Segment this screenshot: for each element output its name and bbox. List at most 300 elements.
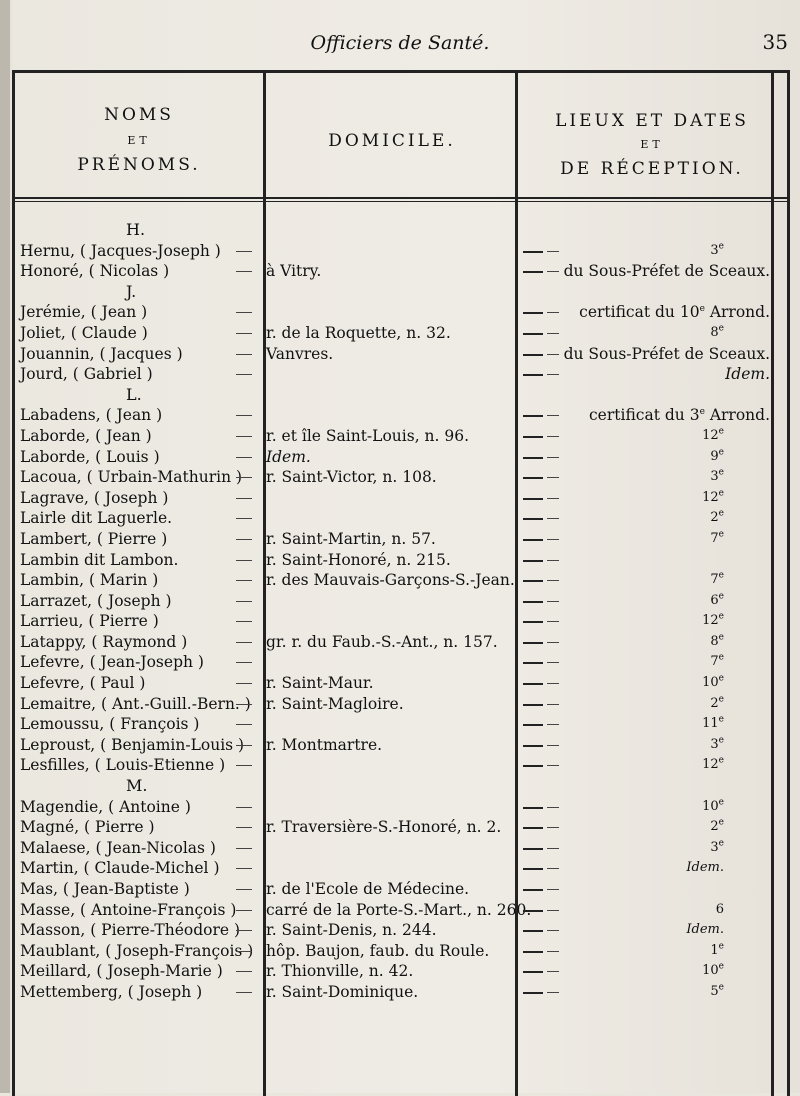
register-entry	[12, 529, 784, 550]
entry-domicile: r. et île Saint-Louis, n. 96.	[266, 426, 470, 445]
leader-dash	[547, 724, 559, 725]
leader-dash	[523, 745, 543, 747]
leader-dash	[523, 951, 543, 953]
entry-reception	[710, 447, 724, 467]
section-heading	[12, 776, 784, 797]
entry-reception	[710, 467, 724, 487]
entry-name: Laborde, ( Louis )	[20, 447, 160, 466]
ordinal-suffix: e	[718, 241, 724, 252]
entry-domicile: r. Saint-Martin, n. 57.	[266, 529, 436, 548]
register-entry	[12, 961, 784, 982]
entry-name: Martin, ( Claude-Michel )	[20, 859, 220, 878]
section-letter: L.	[126, 384, 142, 404]
entry-name: Maublant, ( Joseph-François )	[20, 941, 254, 960]
entry-domicile: gr. r. du Faub.-S.-Ant., n. 157.	[266, 632, 498, 651]
ordinal-suffix: e	[718, 488, 724, 499]
ordinal-suffix: e	[718, 447, 724, 458]
entry-name: Larrazet, ( Joseph )	[20, 591, 172, 610]
leader-dash	[236, 910, 252, 911]
reception-value: 8	[710, 633, 719, 649]
leader-dash	[547, 868, 559, 869]
register-entry	[12, 344, 784, 365]
entry-reception	[725, 364, 770, 384]
leader-dash	[523, 518, 543, 520]
entry-name: Magendie, ( Antoine )	[20, 797, 191, 816]
entry-name: Lairle dit Laguerle.	[20, 509, 173, 528]
reception-value: 8	[710, 324, 719, 340]
leader-dash	[236, 457, 252, 458]
entry-reception	[710, 632, 724, 652]
entry-name: Meillard, ( Joseph-Marie )	[20, 962, 223, 981]
leader-dash	[547, 642, 559, 643]
leader-dash	[547, 745, 559, 746]
entry-name: Leproust, ( Benjamin-Louis )	[20, 735, 245, 754]
header-rule-thin	[15, 201, 787, 202]
leader-dash	[547, 910, 559, 911]
leader-dash	[523, 457, 543, 459]
ordinal-suffix: e	[718, 673, 724, 684]
entry-name: Jouannin, ( Jacques )	[20, 344, 183, 363]
leader-dash	[236, 498, 252, 499]
leader-dash	[547, 662, 559, 663]
register-entry	[12, 673, 784, 694]
entry-name: Larrieu, ( Pierre )	[20, 612, 159, 631]
leader-dash	[523, 889, 543, 891]
leader-dash	[547, 333, 559, 334]
leader-dash	[523, 498, 543, 500]
register-entry	[12, 447, 784, 468]
leader-dash	[523, 601, 543, 603]
page-gutter	[0, 0, 10, 1093]
register-entry	[12, 900, 784, 921]
entry-name: Latappy, ( Raymond )	[20, 632, 188, 651]
register-entry	[12, 261, 784, 282]
leader-dash	[547, 848, 559, 849]
ordinal-suffix: e	[718, 694, 724, 705]
leader-dash	[523, 910, 543, 912]
leader-dash	[236, 930, 252, 931]
register-entry	[12, 550, 784, 571]
leader-dash	[236, 745, 252, 746]
entry-reception	[710, 982, 724, 1002]
reception-value: certificat du 10	[579, 303, 700, 322]
leader-dash	[236, 560, 252, 561]
ordinal-suffix: e	[718, 982, 724, 993]
leader-dash	[523, 251, 543, 253]
leader-dash	[523, 621, 543, 623]
register-entry	[12, 488, 784, 509]
leader-dash	[236, 765, 252, 766]
entry-name: Labadens, ( Jean )	[20, 406, 163, 425]
entry-reception	[564, 261, 770, 281]
leader-dash	[547, 930, 559, 931]
ordinal-suffix: e	[718, 508, 724, 519]
entry-name: Mas, ( Jean-Baptiste )	[20, 880, 190, 898]
register-entry	[12, 591, 784, 612]
ordinal-suffix: e	[718, 529, 724, 540]
leader-dash	[236, 724, 252, 725]
entry-reception	[702, 426, 724, 446]
running-title: Officiers de Santé.	[310, 32, 490, 54]
leader-dash	[236, 848, 252, 849]
leader-dash	[523, 374, 543, 376]
reception-value: 5	[710, 983, 719, 999]
leader-dash	[236, 704, 252, 705]
leader-dash	[547, 807, 559, 808]
leader-dash	[523, 971, 543, 973]
ordinal-suffix: e	[718, 838, 724, 849]
leader-dash	[523, 271, 543, 273]
leader-dash	[523, 868, 543, 870]
section-heading	[12, 385, 784, 406]
leader-dash	[547, 601, 559, 602]
leader-dash	[236, 518, 252, 519]
leader-dash	[236, 992, 252, 993]
leader-dash	[236, 539, 252, 540]
leader-dash	[547, 539, 559, 540]
reception-value: 7	[710, 572, 719, 588]
entry-name: Masson, ( Pierre-Théodore )	[20, 921, 241, 940]
reception-value: du Sous-Préfet de Sceaux.	[563, 262, 770, 281]
register-entry	[12, 817, 784, 838]
entry-reception	[710, 508, 724, 528]
leader-dash	[236, 477, 252, 478]
header-noms-et: ET	[127, 134, 151, 147]
entry-reception	[589, 405, 770, 425]
reception-value: certificat du 3	[589, 406, 700, 425]
leader-dash	[523, 827, 543, 829]
register-entry	[12, 735, 784, 756]
entry-name: Lefevre, ( Jean-Joseph )	[20, 653, 204, 672]
leader-dash	[523, 560, 543, 562]
entry-domicile: r. Saint-Denis, n. 244.	[266, 921, 437, 940]
ordinal-suffix: e	[718, 653, 724, 664]
entry-name: Lemoussu, ( François )	[20, 715, 200, 734]
leader-dash	[547, 312, 559, 313]
ordinal-suffix: e	[718, 714, 724, 725]
leader-dash	[523, 312, 543, 314]
register-entry	[12, 714, 784, 735]
header-rule	[15, 197, 787, 199]
register-entry	[12, 508, 784, 529]
entry-name: Jourd, ( Gabriel )	[20, 365, 153, 384]
entry-domicile: à Vitry.	[266, 262, 322, 281]
entry-reception	[710, 323, 724, 343]
reception-value: 11	[702, 716, 719, 732]
leader-dash	[236, 807, 252, 808]
register-entry	[12, 755, 784, 776]
header-domicile: DOMICILE.	[328, 131, 456, 151]
header-lieux-line1: LIEUX ET DATES	[555, 111, 749, 131]
entry-reception	[710, 529, 724, 549]
entry-reception	[710, 570, 724, 590]
page-number: 35	[762, 30, 788, 54]
leader-dash	[547, 477, 559, 478]
leader-dash	[236, 868, 252, 869]
leader-dash	[523, 704, 543, 706]
section-letter: H.	[126, 220, 146, 239]
entry-name: Hernu, ( Jacques-Joseph )	[20, 241, 221, 260]
entry-name: Laborde, ( Jean )	[20, 426, 152, 445]
leader-dash	[523, 333, 543, 335]
entry-name: Lagrave, ( Joseph )	[20, 488, 169, 507]
entry-name: Magné, ( Pierre )	[20, 818, 155, 837]
register-rows	[12, 220, 784, 1003]
register-entry	[12, 838, 784, 859]
entry-domicile: hôp. Baujon, faub. du Roule.	[266, 941, 490, 960]
leader-dash	[523, 683, 543, 685]
leader-dash	[236, 971, 252, 972]
entry-name: Malaese, ( Jean-Nicolas )	[20, 838, 216, 857]
leader-dash	[236, 354, 252, 355]
entry-reception	[710, 941, 724, 961]
reception-value: 10	[702, 798, 719, 814]
leader-dash	[547, 889, 559, 890]
leader-dash	[547, 765, 559, 766]
leader-dash	[236, 889, 252, 890]
reception-value: 6	[710, 592, 719, 608]
leader-dash	[236, 642, 252, 643]
leader-dash	[236, 312, 252, 313]
reception-value: 1	[710, 942, 719, 958]
entry-reception	[702, 673, 724, 693]
entry-name: Jerémie, ( Jean )	[20, 303, 148, 322]
leader-dash	[547, 971, 559, 972]
entry-domicile: r. Traversière-S.-Honoré, n. 2.	[266, 818, 502, 837]
ordinal-suffix: e	[718, 611, 724, 622]
leader-dash	[523, 724, 543, 726]
entry-name: Lesfilles, ( Louis-Etienne )	[20, 756, 226, 775]
leader-dash	[523, 642, 543, 644]
section-heading	[12, 282, 784, 303]
ordinal-suffix: e	[718, 570, 724, 581]
leader-dash	[547, 621, 559, 622]
entry-reception	[710, 241, 724, 261]
leader-dash	[236, 662, 252, 663]
register-entry	[12, 241, 784, 262]
leader-dash	[236, 601, 252, 602]
leader-dash	[523, 436, 543, 438]
entry-name: Mettemberg, ( Joseph )	[20, 982, 203, 1001]
entry-domicile: Idem.	[266, 447, 311, 466]
reception-value: 12	[702, 757, 719, 773]
entry-reception	[702, 755, 724, 775]
register-entry	[12, 858, 784, 879]
reception-value: du Sous-Préfet de Sceaux.	[563, 344, 770, 363]
entry-reception	[710, 652, 724, 672]
register-entry	[12, 694, 784, 715]
header-lieux-et: ET	[640, 138, 664, 151]
reception-value: 3	[710, 242, 719, 258]
ordinal-suffix: e	[718, 323, 724, 334]
leader-dash	[523, 477, 543, 479]
leader-dash	[547, 498, 559, 499]
entry-reception	[579, 302, 770, 322]
leader-dash	[547, 827, 559, 828]
entry-domicile: r. Thionville, n. 42.	[266, 962, 414, 981]
entry-name: Joliet, ( Claude )	[20, 323, 148, 342]
header-lieux-line2: DE RÉCEPTION.	[560, 159, 744, 179]
leader-dash	[236, 374, 252, 375]
ordinal-suffix: e	[718, 962, 724, 973]
entry-domicile: r. Saint-Dominique.	[266, 982, 419, 1001]
reception-suffix: Arrond.	[704, 406, 770, 425]
leader-dash	[236, 251, 252, 252]
entry-name: Lefevre, ( Paul )	[20, 674, 146, 693]
entry-domicile: r. Saint-Magloire.	[266, 694, 404, 713]
leader-dash	[523, 580, 543, 582]
entry-reception	[686, 920, 724, 940]
entry-name: Lambert, ( Pierre )	[20, 529, 168, 548]
leader-dash	[547, 518, 559, 519]
entry-domicile: r. Saint-Maur.	[266, 674, 374, 693]
register-entry	[12, 323, 784, 344]
reception-value: 2	[710, 695, 719, 711]
leader-dash	[523, 354, 543, 356]
section-letter: M.	[126, 776, 148, 796]
header-noms-line2: PRÉNOMS.	[77, 155, 201, 175]
reception-value: 2	[710, 819, 719, 835]
register-entry	[12, 632, 784, 653]
ordinal-suffix: e	[718, 735, 724, 746]
leader-dash	[547, 683, 559, 684]
reception-value: 12	[702, 613, 719, 629]
entry-domicile: Vanvres.	[266, 344, 334, 363]
entry-name: Honoré, ( Nicolas )	[20, 262, 170, 281]
reception-value: 3	[710, 469, 719, 485]
leader-dash	[236, 271, 252, 272]
entry-domicile: r. Saint-Honoré, n. 215.	[266, 550, 451, 569]
leader-dash	[523, 848, 543, 850]
reception-value: 10	[702, 675, 719, 691]
entry-reception	[702, 797, 724, 817]
leader-dash	[547, 457, 559, 458]
entry-reception	[686, 858, 724, 878]
reception-value: 12	[702, 427, 719, 443]
reception-value: 3	[710, 736, 719, 752]
leader-dash	[547, 354, 559, 355]
ordinal-suffix: e	[718, 797, 724, 808]
register-entry	[12, 364, 784, 385]
ordinal-suffix: e	[699, 407, 705, 418]
entry-name: Lambin, ( Marin )	[20, 571, 159, 590]
register-entry	[12, 405, 784, 426]
entry-reception	[716, 900, 724, 920]
entry-domicile: r. Saint-Victor, n. 108.	[266, 468, 437, 487]
leader-dash	[547, 271, 559, 272]
register-entry	[12, 941, 784, 962]
leader-dash	[236, 580, 252, 581]
ordinal-suffix: e	[718, 591, 724, 602]
leader-dash	[547, 951, 559, 952]
register-entry	[12, 302, 784, 323]
section-heading	[12, 220, 784, 241]
register-entry	[12, 652, 784, 673]
register-entry	[12, 611, 784, 632]
entry-domicile: r. Montmartre.	[266, 735, 383, 754]
leader-dash	[523, 662, 543, 664]
leader-dash	[523, 930, 543, 932]
entry-name: Lemaitre, ( Ant.-Guill.-Bern. )	[20, 694, 251, 713]
reception-suffix: Arrond.	[704, 303, 770, 322]
entry-name: Masse, ( Antoine-François )	[20, 900, 237, 919]
ordinal-suffix: e	[718, 941, 724, 952]
register-entry	[12, 982, 784, 1003]
reception-value: 7	[710, 654, 719, 670]
leader-dash	[547, 251, 559, 252]
reception-value: Idem.	[686, 860, 724, 876]
ordinal-suffix: e	[718, 817, 724, 828]
register-entry	[12, 879, 784, 900]
header-noms	[15, 103, 263, 178]
leader-dash	[523, 765, 543, 767]
leader-dash	[236, 951, 252, 952]
entry-reception	[710, 817, 724, 837]
leader-dash	[547, 415, 559, 416]
leader-dash	[523, 992, 543, 994]
leader-dash	[236, 827, 252, 828]
entry-domicile: r. de l'Ecole de Médecine.	[266, 880, 470, 898]
entry-name: Lacoua, ( Urbain-Mathurin )	[20, 468, 243, 487]
entry-reception	[710, 838, 724, 858]
register-entry	[12, 426, 784, 447]
entry-domicile: r. des Mauvais-Garçons-S.-Jean.	[266, 571, 515, 590]
leader-dash	[523, 415, 543, 417]
reception-value: 9	[710, 448, 719, 464]
entry-reception	[702, 961, 724, 981]
register-entry	[12, 797, 784, 818]
reception-value: 7	[710, 530, 719, 546]
leader-dash	[236, 683, 252, 684]
leader-dash	[547, 992, 559, 993]
reception-value: Idem.	[725, 365, 770, 384]
register-entry	[12, 570, 784, 591]
leader-dash	[523, 807, 543, 809]
leader-dash	[236, 415, 252, 416]
reception-value: 10	[702, 963, 719, 979]
leader-dash	[523, 539, 543, 541]
leader-dash	[547, 374, 559, 375]
register-entry	[12, 467, 784, 488]
ordinal-suffix: e	[718, 426, 724, 437]
entry-domicile: carré de la Porte-S.-Mart., n. 260.	[266, 900, 532, 919]
header-noms-line1: NOMS	[104, 105, 174, 125]
entry-name: Lambin dit Lambon.	[20, 550, 179, 569]
reception-value: 3	[710, 839, 719, 855]
leader-dash	[547, 704, 559, 705]
entry-domicile: r. de la Roquette, n. 32.	[266, 323, 451, 342]
leader-dash	[547, 580, 559, 581]
reception-value: 2	[710, 510, 719, 526]
entry-reception	[710, 735, 724, 755]
ordinal-suffix: e	[718, 632, 724, 643]
leader-dash	[547, 560, 559, 561]
header-lieux	[521, 109, 783, 181]
leader-dash	[547, 436, 559, 437]
entry-reception	[702, 611, 724, 631]
leader-dash	[236, 333, 252, 334]
register-entry	[12, 920, 784, 941]
reception-value: Idem.	[686, 922, 724, 938]
entry-reception	[710, 591, 724, 611]
ordinal-suffix: e	[699, 304, 705, 315]
entry-reception	[710, 694, 724, 714]
entry-reception	[702, 714, 724, 734]
leader-dash	[236, 436, 252, 437]
leader-dash	[236, 621, 252, 622]
reception-value: 12	[702, 489, 719, 505]
entry-reception	[564, 344, 770, 364]
